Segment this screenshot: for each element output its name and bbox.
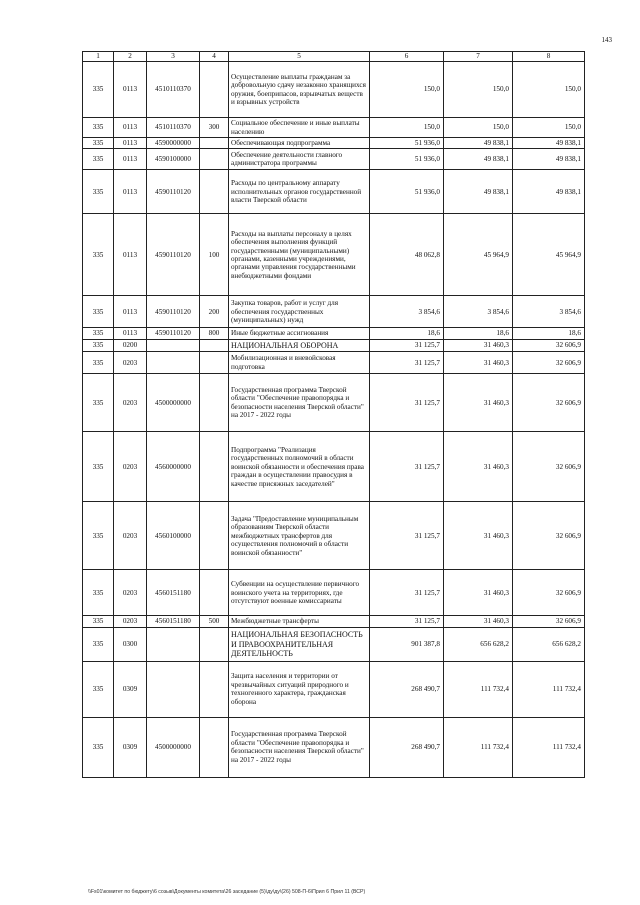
expense-type-cell — [200, 62, 229, 118]
target-article-cell: 4590110120 — [147, 296, 200, 328]
amount-2022-cell: 32 606,9 — [513, 616, 585, 627]
header-row — [83, 52, 585, 62]
description-cell: Обеспечивающая подпрограмма — [229, 138, 370, 149]
section-code-cell: 0113 — [114, 296, 147, 328]
budget-table — [82, 51, 585, 778]
target-article-cell: 4590110120 — [147, 328, 200, 339]
amount-2021-cell: 49 838,1 — [444, 138, 513, 149]
admin-code-cell: 335 — [83, 432, 114, 502]
description-cell: Задача "Предоставление муниципальным образованиям Тверской области межбюджетных трансфертов для осуществления полномочий в области воинской обязанности" — [229, 502, 370, 570]
amount-2022-cell: 32 606,9 — [513, 374, 585, 432]
amount-2020-cell: 51 936,0 — [370, 170, 444, 214]
admin-code-cell: 335 — [83, 570, 114, 616]
amount-2020-cell: 18,6 — [370, 328, 444, 339]
amount-2021-cell: 3 854,6 — [444, 296, 513, 328]
amount-2022-cell: 32 606,9 — [513, 570, 585, 616]
amount-2020-cell: 31 125,7 — [370, 432, 444, 502]
amount-2020-cell: 150,0 — [370, 118, 444, 138]
target-article-cell: 4560151180 — [147, 616, 200, 627]
description-cell: Расходы по центральному аппарату исполнительных органов государственной власти Тверской области — [229, 170, 370, 214]
amount-2020-cell: 268 490,7 — [370, 717, 444, 777]
description-cell: Межбюджетные трансферты — [229, 616, 370, 627]
amount-2022-cell: 49 838,1 — [513, 170, 585, 214]
admin-code-cell: 335 — [83, 296, 114, 328]
description-cell: НАЦИОНАЛЬНАЯ ОБОРОНА — [229, 339, 370, 351]
table-row — [83, 570, 585, 616]
description-cell: Социальное обеспечение и иные выплаты населению — [229, 118, 370, 138]
amount-2021-cell: 49 838,1 — [444, 149, 513, 170]
admin-code-cell: 335 — [83, 661, 114, 717]
section-code-cell: 0113 — [114, 328, 147, 339]
table-row — [83, 214, 585, 296]
column-header: 3 — [147, 52, 200, 62]
budget-table-container — [82, 51, 584, 778]
amount-2022-cell: 32 606,9 — [513, 339, 585, 351]
table-row — [83, 616, 585, 627]
target-article-cell — [147, 352, 200, 374]
section-code-cell: 0300 — [114, 627, 147, 661]
admin-code-cell: 335 — [83, 149, 114, 170]
amount-2022-cell: 3 854,6 — [513, 296, 585, 328]
table-row — [83, 432, 585, 502]
admin-code-cell: 335 — [83, 616, 114, 627]
amount-2020-cell: 31 125,7 — [370, 570, 444, 616]
description-cell: Государственная программа Тверской области "Обеспечение правопорядка и безопасности населения Тверской области" на 2017 - 2022 годы — [229, 374, 370, 432]
amount-2022-cell: 32 606,9 — [513, 502, 585, 570]
amount-2021-cell: 31 460,3 — [444, 616, 513, 627]
section-code-cell: 0309 — [114, 661, 147, 717]
description-cell: Субвенции на осуществление первичного воинского учета на территориях, где отсутствуют военные комиссариаты — [229, 570, 370, 616]
admin-code-cell: 335 — [83, 352, 114, 374]
section-code-cell: 0309 — [114, 717, 147, 777]
expense-type-cell: 300 — [200, 118, 229, 138]
description-cell: Государственная программа Тверской области "Обеспечение правопорядка и безопасности населения Тверской области" на 2017 - 2022 годы — [229, 717, 370, 777]
section-code-cell: 0203 — [114, 374, 147, 432]
description-cell: Защита населения и территории от чрезвычайных ситуаций природного и техногенного характера, гражданская оборона — [229, 661, 370, 717]
description-cell: Обеспечение деятельности главного администратора программы — [229, 149, 370, 170]
amount-2021-cell: 18,6 — [444, 328, 513, 339]
table-row — [83, 170, 585, 214]
admin-code-cell: 335 — [83, 339, 114, 351]
expense-type-cell — [200, 352, 229, 374]
amount-2022-cell: 18,6 — [513, 328, 585, 339]
admin-code-cell: 335 — [83, 118, 114, 138]
description-cell: Мобилизационная и вневойсковая подготовка — [229, 352, 370, 374]
amount-2022-cell: 150,0 — [513, 62, 585, 118]
table-row — [83, 502, 585, 570]
table-row — [83, 118, 585, 138]
amount-2022-cell: 111 732,4 — [513, 717, 585, 777]
expense-type-cell — [200, 432, 229, 502]
amount-2020-cell: 31 125,7 — [370, 352, 444, 374]
description-cell: Иные бюджетные ассигнования — [229, 328, 370, 339]
amount-2020-cell: 150,0 — [370, 62, 444, 118]
table-row — [83, 339, 585, 351]
target-article-cell: 4500000000 — [147, 374, 200, 432]
amount-2020-cell: 31 125,7 — [370, 502, 444, 570]
amount-2020-cell: 3 854,6 — [370, 296, 444, 328]
amount-2022-cell: 49 838,1 — [513, 138, 585, 149]
target-article-cell: 4510110370 — [147, 62, 200, 118]
column-header: 6 — [370, 52, 444, 62]
column-header: 1 — [83, 52, 114, 62]
admin-code-cell: 335 — [83, 214, 114, 296]
amount-2021-cell: 111 732,4 — [444, 661, 513, 717]
target-article-cell: 4590110120 — [147, 170, 200, 214]
amount-2021-cell: 150,0 — [444, 62, 513, 118]
table-row — [83, 138, 585, 149]
target-article-cell: 4590100000 — [147, 149, 200, 170]
column-header: 7 — [444, 52, 513, 62]
target-article-cell: 4590000000 — [147, 138, 200, 149]
amount-2021-cell: 656 628,2 — [444, 627, 513, 661]
amount-2022-cell: 32 606,9 — [513, 352, 585, 374]
section-code-cell: 0113 — [114, 118, 147, 138]
section-code-cell: 0203 — [114, 570, 147, 616]
target-article-cell — [147, 661, 200, 717]
expense-type-cell: 100 — [200, 214, 229, 296]
section-code-cell: 0113 — [114, 170, 147, 214]
footer-file-path: \\Fs01\комитет по бюджету\6 созыв\Документы комитета\26 заседание (5)\ду\ду\(26) 508-П-6\Прил 6 Прил 11 (ВСР) — [88, 889, 366, 895]
admin-code-cell: 335 — [83, 328, 114, 339]
section-code-cell: 0203 — [114, 432, 147, 502]
target-article-cell: 4560151180 — [147, 570, 200, 616]
amount-2021-cell: 31 460,3 — [444, 432, 513, 502]
column-header: 8 — [513, 52, 585, 62]
description-cell: Осуществление выплаты гражданам за добровольную сдачу незаконно хранящихся оружия, боеприпасов, взрывчатых веществ и взрывных устройств — [229, 62, 370, 118]
amount-2020-cell: 268 490,7 — [370, 661, 444, 717]
expense-type-cell — [200, 170, 229, 214]
expense-type-cell — [200, 627, 229, 661]
amount-2022-cell: 656 628,2 — [513, 627, 585, 661]
amount-2020-cell: 48 062,8 — [370, 214, 444, 296]
table-row — [83, 627, 585, 661]
amount-2021-cell: 111 732,4 — [444, 717, 513, 777]
section-code-cell: 0203 — [114, 616, 147, 627]
column-header: 4 — [200, 52, 229, 62]
expense-type-cell: 800 — [200, 328, 229, 339]
expense-type-cell — [200, 149, 229, 170]
section-code-cell: 0203 — [114, 502, 147, 570]
amount-2022-cell: 150,0 — [513, 118, 585, 138]
table-row — [83, 717, 585, 777]
amount-2021-cell: 31 460,3 — [444, 352, 513, 374]
expense-type-cell — [200, 570, 229, 616]
admin-code-cell: 335 — [83, 717, 114, 777]
section-code-cell: 0113 — [114, 214, 147, 296]
admin-code-cell: 335 — [83, 374, 114, 432]
amount-2021-cell: 150,0 — [444, 118, 513, 138]
amount-2022-cell: 45 964,9 — [513, 214, 585, 296]
admin-code-cell: 335 — [83, 138, 114, 149]
amount-2020-cell: 901 387,8 — [370, 627, 444, 661]
amount-2021-cell: 31 460,3 — [444, 570, 513, 616]
table-row — [83, 328, 585, 339]
section-code-cell: 0200 — [114, 339, 147, 351]
expense-type-cell — [200, 374, 229, 432]
amount-2020-cell: 51 936,0 — [370, 149, 444, 170]
column-header: 5 — [229, 52, 370, 62]
expense-type-cell: 500 — [200, 616, 229, 627]
table-row — [83, 352, 585, 374]
table-row — [83, 62, 585, 118]
amount-2020-cell: 31 125,7 — [370, 374, 444, 432]
amount-2022-cell: 32 606,9 — [513, 432, 585, 502]
admin-code-cell: 335 — [83, 62, 114, 118]
amount-2021-cell: 31 460,3 — [444, 339, 513, 351]
expense-type-cell — [200, 661, 229, 717]
amount-2021-cell: 31 460,3 — [444, 502, 513, 570]
expense-type-cell — [200, 502, 229, 570]
table-row — [83, 374, 585, 432]
description-cell: Закупка товаров, работ и услуг для обеспечения государственных (муниципальных) нужд — [229, 296, 370, 328]
amount-2022-cell: 49 838,1 — [513, 149, 585, 170]
expense-type-cell — [200, 138, 229, 149]
page-number: 143 — [601, 36, 612, 44]
amount-2021-cell: 45 964,9 — [444, 214, 513, 296]
admin-code-cell: 335 — [83, 170, 114, 214]
table-row — [83, 149, 585, 170]
table-body — [83, 62, 585, 778]
table-row — [83, 661, 585, 717]
amount-2020-cell: 31 125,7 — [370, 616, 444, 627]
target-article-cell: 4500000000 — [147, 717, 200, 777]
table-row — [83, 296, 585, 328]
target-article-cell — [147, 627, 200, 661]
amount-2022-cell: 111 732,4 — [513, 661, 585, 717]
admin-code-cell: 335 — [83, 627, 114, 661]
description-cell: НАЦИОНАЛЬНАЯ БЕЗОПАСНОСТЬ И ПРАВООХРАНИТЕЛЬНАЯ ДЕЯТЕЛЬНОСТЬ — [229, 627, 370, 661]
section-code-cell: 0203 — [114, 352, 147, 374]
admin-code-cell: 335 — [83, 502, 114, 570]
target-article-cell: 4590110120 — [147, 214, 200, 296]
amount-2021-cell: 49 838,1 — [444, 170, 513, 214]
expense-type-cell — [200, 717, 229, 777]
target-article-cell: 4510110370 — [147, 118, 200, 138]
amount-2021-cell: 31 460,3 — [444, 374, 513, 432]
target-article-cell — [147, 339, 200, 351]
expense-type-cell — [200, 339, 229, 351]
target-article-cell: 4560100000 — [147, 502, 200, 570]
column-header: 2 — [114, 52, 147, 62]
section-code-cell: 0113 — [114, 62, 147, 118]
section-code-cell: 0113 — [114, 138, 147, 149]
section-code-cell: 0113 — [114, 149, 147, 170]
amount-2020-cell: 31 125,7 — [370, 339, 444, 351]
description-cell: Расходы на выплаты персоналу в целях обеспечения выполнения функций государственными (муниципальными) органами, казенными учреждениями, органами управления государственными внебюджетными фондами — [229, 214, 370, 296]
expense-type-cell: 200 — [200, 296, 229, 328]
target-article-cell: 4560000000 — [147, 432, 200, 502]
amount-2020-cell: 51 936,0 — [370, 138, 444, 149]
description-cell: Подпрограмма "Реализация государственных полномочий в области воинской обязанности и обеспечения права граждан в осуществлении правосудия в качестве присяжных заседателей" — [229, 432, 370, 502]
